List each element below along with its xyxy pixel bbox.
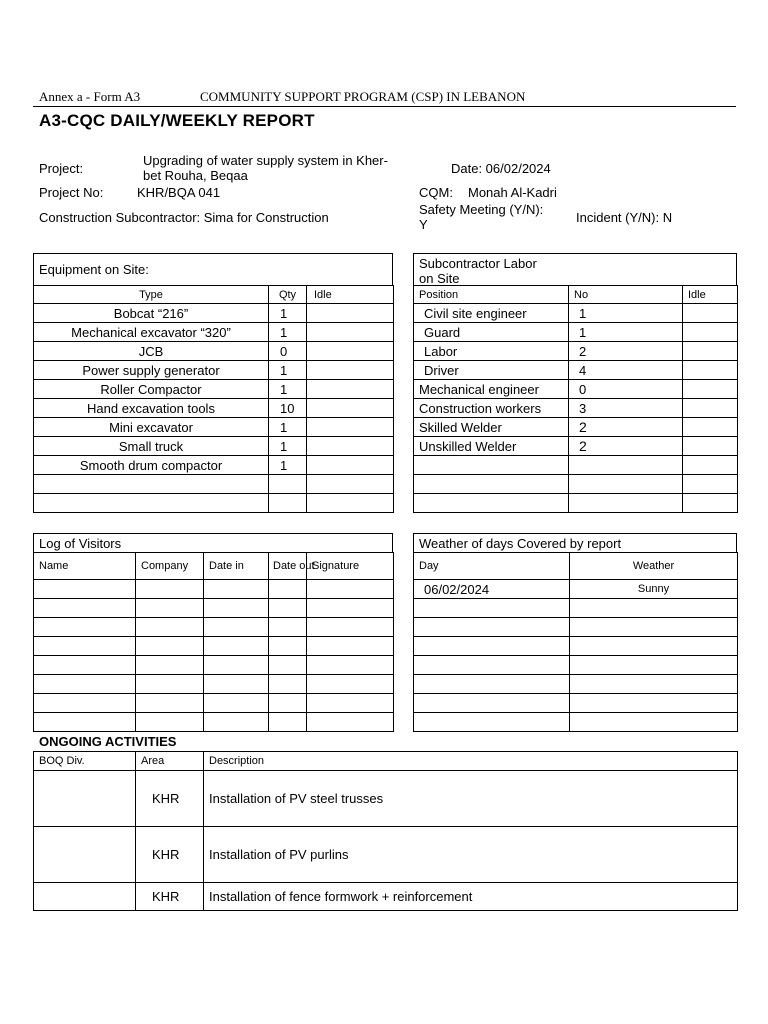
column-header: Area — [136, 752, 204, 771]
visitor-cell — [136, 618, 204, 637]
weather-condition-cell — [570, 656, 738, 675]
activity-boq-cell — [34, 827, 136, 883]
visitor-cell — [307, 599, 394, 618]
table-row — [414, 675, 738, 694]
project-value-line2: bet Rouha, Beqaa — [143, 168, 248, 183]
visitor-cell — [204, 637, 269, 656]
labor-position-cell: Unskilled Welder — [414, 437, 569, 456]
weather-condition-cell: Sunny — [570, 580, 738, 599]
weather-condition-cell — [570, 618, 738, 637]
table-row — [34, 399, 394, 418]
header-divider — [33, 106, 736, 107]
table-row — [414, 656, 738, 675]
column-header: Idle — [683, 286, 738, 304]
labor-count-cell: 1 — [569, 323, 683, 342]
labor-position-cell: Civil site engineer — [414, 304, 569, 323]
visitor-cell — [34, 713, 136, 732]
activity-boq-cell — [34, 771, 136, 827]
table-row — [34, 771, 738, 827]
visitor-cell — [204, 675, 269, 694]
project-value-line1: Upgrading of water supply system in Kher- — [143, 153, 388, 168]
weather-condition-cell — [570, 637, 738, 656]
activity-boq-cell — [34, 883, 136, 911]
activity-area-cell: KHR — [136, 827, 204, 883]
visitor-cell — [204, 713, 269, 732]
equipment-qty-cell: 1 — [269, 361, 307, 380]
table-row — [34, 827, 738, 883]
visitor-cell — [269, 713, 307, 732]
equipment-type-cell: JCB — [34, 342, 269, 361]
table-row — [414, 456, 738, 475]
column-header: No — [569, 286, 683, 304]
equipment-idle-cell — [307, 399, 394, 418]
table-row — [414, 323, 738, 342]
column-header: Weather — [570, 553, 738, 580]
weather-title: Weather of days Covered by report — [413, 533, 737, 553]
table-row — [34, 342, 394, 361]
project-no-label: Project No: — [39, 185, 104, 200]
table-row — [414, 637, 738, 656]
cqm-value: Monah Al-Kadri — [468, 185, 557, 200]
labor-count-cell: 3 — [569, 399, 683, 418]
table-row — [414, 618, 738, 637]
labor-idle-cell — [683, 342, 738, 361]
table-row — [34, 694, 394, 713]
table-row — [34, 656, 394, 675]
labor-position-cell — [414, 456, 569, 475]
table-row — [414, 475, 738, 494]
equipment-idle-cell — [307, 494, 394, 513]
equipment-idle-cell — [307, 342, 394, 361]
table-row — [34, 304, 394, 323]
column-header: Type — [34, 286, 269, 304]
equipment-qty-cell: 1 — [269, 418, 307, 437]
equipment-table — [33, 285, 394, 513]
labor-position-cell — [414, 475, 569, 494]
column-header: Idle — [307, 286, 394, 304]
labor-title: Subcontractor Labor on Site — [413, 253, 737, 286]
weather-condition-cell — [570, 713, 738, 732]
equipment-idle-cell — [307, 361, 394, 380]
table-row — [34, 361, 394, 380]
labor-count-cell — [569, 456, 683, 475]
visitor-cell — [269, 599, 307, 618]
activity-area-cell: KHR — [136, 883, 204, 911]
table-row — [34, 456, 394, 475]
table-row — [414, 418, 738, 437]
equipment-idle-cell — [307, 323, 394, 342]
visitor-cell — [204, 580, 269, 599]
visitor-cell — [204, 656, 269, 675]
visitors-table — [33, 552, 394, 732]
table-header-row — [34, 286, 394, 304]
table-header-row — [414, 553, 738, 580]
table-row — [34, 883, 738, 911]
labor-idle-cell — [683, 323, 738, 342]
labor-idle-cell — [683, 437, 738, 456]
equipment-qty-cell: 0 — [269, 342, 307, 361]
column-header: Company — [136, 553, 204, 580]
labor-count-cell — [569, 475, 683, 494]
table-row — [34, 637, 394, 656]
equipment-idle-cell — [307, 418, 394, 437]
equipment-type-cell: Hand excavation tools — [34, 399, 269, 418]
table-row — [34, 323, 394, 342]
labor-count-cell: 2 — [569, 418, 683, 437]
program-title: COMMUNITY SUPPORT PROGRAM (CSP) IN LEBANON — [200, 89, 526, 104]
equipment-qty-cell: 1 — [269, 437, 307, 456]
equipment-qty-cell: 1 — [269, 304, 307, 323]
equipment-type-cell: Roller Compactor — [34, 380, 269, 399]
table-row — [414, 580, 738, 599]
table-row — [414, 694, 738, 713]
equipment-type-cell: Bobcat “216” — [34, 304, 269, 323]
equipment-type-cell: Smooth drum compactor — [34, 456, 269, 475]
visitor-cell — [204, 694, 269, 713]
table-header-row — [414, 286, 738, 304]
equipment-type-cell: Small truck — [34, 437, 269, 456]
subcontractor-info: Construction Subcontractor: Sima for Construction — [39, 210, 329, 225]
labor-position-cell: Guard — [414, 323, 569, 342]
equipment-idle-cell — [307, 380, 394, 399]
labor-count-cell: 0 — [569, 380, 683, 399]
equipment-qty-cell: 1 — [269, 323, 307, 342]
table-header-row — [34, 752, 738, 771]
table-row — [414, 342, 738, 361]
weather-day-cell — [414, 637, 570, 656]
visitor-cell — [204, 599, 269, 618]
table-row — [414, 599, 738, 618]
equipment-type-cell — [34, 494, 269, 513]
visitor-cell — [307, 637, 394, 656]
column-header: Signature — [307, 553, 394, 580]
labor-position-cell — [414, 494, 569, 513]
visitor-cell — [307, 713, 394, 732]
table-row — [34, 418, 394, 437]
table-row — [34, 675, 394, 694]
visitor-cell — [34, 694, 136, 713]
table-row — [34, 475, 394, 494]
visitor-cell — [269, 637, 307, 656]
labor-idle-cell — [683, 361, 738, 380]
equipment-type-cell: Mechanical excavator “320” — [34, 323, 269, 342]
table-row — [34, 713, 394, 732]
visitor-cell — [307, 618, 394, 637]
equipment-qty-cell — [269, 494, 307, 513]
labor-count-cell — [569, 494, 683, 513]
weather-condition-cell — [570, 675, 738, 694]
visitor-cell — [269, 580, 307, 599]
visitor-cell — [307, 694, 394, 713]
activities-title: ONGOING ACTIVITIES — [39, 734, 177, 749]
safety-meeting-value: Y — [419, 217, 428, 232]
activity-description-cell: Installation of PV purlins — [204, 827, 738, 883]
table-row — [414, 361, 738, 380]
activity-description-cell: Installation of fence formwork + reinforcement — [204, 883, 738, 911]
labor-idle-cell — [683, 418, 738, 437]
visitor-cell — [307, 656, 394, 675]
visitor-cell — [269, 675, 307, 694]
visitor-cell — [307, 675, 394, 694]
table-row — [34, 618, 394, 637]
project-label: Project: — [39, 161, 84, 176]
table-row — [34, 580, 394, 599]
visitor-cell — [136, 713, 204, 732]
equipment-idle-cell — [307, 437, 394, 456]
labor-count-cell: 1 — [569, 304, 683, 323]
weather-day-cell — [414, 656, 570, 675]
report-title: A3-CQC DAILY/WEEKLY REPORT — [39, 111, 315, 130]
visitor-cell — [269, 656, 307, 675]
weather-day-cell: 06/02/2024 — [414, 580, 570, 599]
table-row — [34, 437, 394, 456]
labor-count-cell: 2 — [569, 342, 683, 361]
weather-day-cell — [414, 694, 570, 713]
visitor-cell — [136, 637, 204, 656]
labor-table — [413, 285, 738, 513]
labor-idle-cell — [683, 475, 738, 494]
visitor-cell — [269, 618, 307, 637]
table-row — [414, 304, 738, 323]
safety-meeting-label: Safety Meeting (Y/N): — [419, 202, 544, 217]
visitor-cell — [136, 580, 204, 599]
project-no-value: KHR/BQA 041 — [137, 185, 221, 200]
labor-idle-cell — [683, 304, 738, 323]
equipment-idle-cell — [307, 304, 394, 323]
table-row — [414, 399, 738, 418]
visitor-cell — [204, 618, 269, 637]
visitor-cell — [34, 656, 136, 675]
column-header: Description — [204, 752, 738, 771]
weather-condition-cell — [570, 599, 738, 618]
weather-table — [413, 552, 738, 732]
column-header: BOQ Div. — [34, 752, 136, 771]
labor-count-cell: 4 — [569, 361, 683, 380]
equipment-qty-cell: 1 — [269, 456, 307, 475]
cqm-label: CQM: — [419, 185, 453, 200]
activity-description-cell: Installation of PV steel trusses — [204, 771, 738, 827]
equipment-qty-cell: 10 — [269, 399, 307, 418]
column-header: Position — [414, 286, 569, 304]
visitor-cell — [136, 599, 204, 618]
activity-area-cell: KHR — [136, 771, 204, 827]
column-header: Qty — [269, 286, 307, 304]
equipment-type-cell: Power supply generator — [34, 361, 269, 380]
column-header: Name — [34, 553, 136, 580]
labor-position-cell: Labor — [414, 342, 569, 361]
equipment-title: Equipment on Site: — [33, 253, 393, 286]
visitor-cell — [136, 675, 204, 694]
labor-idle-cell — [683, 456, 738, 475]
column-header: Day — [414, 553, 570, 580]
equipment-type-cell: Mini excavator — [34, 418, 269, 437]
equipment-qty-cell: 1 — [269, 380, 307, 399]
visitors-title: Log of Visitors — [33, 533, 393, 553]
weather-day-cell — [414, 618, 570, 637]
table-row — [414, 494, 738, 513]
visitor-cell — [34, 599, 136, 618]
visitor-cell — [136, 656, 204, 675]
incident-info: Incident (Y/N): N — [576, 210, 673, 225]
column-header: Date out — [269, 553, 307, 580]
labor-idle-cell — [683, 494, 738, 513]
visitor-cell — [307, 580, 394, 599]
labor-idle-cell — [683, 399, 738, 418]
weather-day-cell — [414, 675, 570, 694]
table-row — [414, 713, 738, 732]
visitor-cell — [34, 580, 136, 599]
table-header-row — [34, 553, 394, 580]
visitor-cell — [136, 694, 204, 713]
equipment-qty-cell — [269, 475, 307, 494]
annex-label: Annex a - Form A3 — [39, 89, 141, 104]
labor-position-cell: Mechanical engineer — [414, 380, 569, 399]
activities-table — [33, 751, 738, 911]
equipment-idle-cell — [307, 475, 394, 494]
labor-count-cell: 2 — [569, 437, 683, 456]
report-date: Date: 06/02/2024 — [451, 161, 551, 176]
column-header: Date in — [204, 553, 269, 580]
weather-day-cell — [414, 713, 570, 732]
labor-position-cell: Construction workers — [414, 399, 569, 418]
visitor-cell — [34, 675, 136, 694]
labor-idle-cell — [683, 380, 738, 399]
equipment-idle-cell — [307, 456, 394, 475]
table-row — [34, 599, 394, 618]
table-row — [414, 437, 738, 456]
weather-condition-cell — [570, 694, 738, 713]
visitor-cell — [34, 618, 136, 637]
visitor-cell — [269, 694, 307, 713]
table-row — [34, 494, 394, 513]
weather-day-cell — [414, 599, 570, 618]
labor-position-cell: Skilled Welder — [414, 418, 569, 437]
labor-position-cell: Driver — [414, 361, 569, 380]
visitor-cell — [34, 637, 136, 656]
equipment-type-cell — [34, 475, 269, 494]
table-row — [34, 380, 394, 399]
table-row — [414, 380, 738, 399]
